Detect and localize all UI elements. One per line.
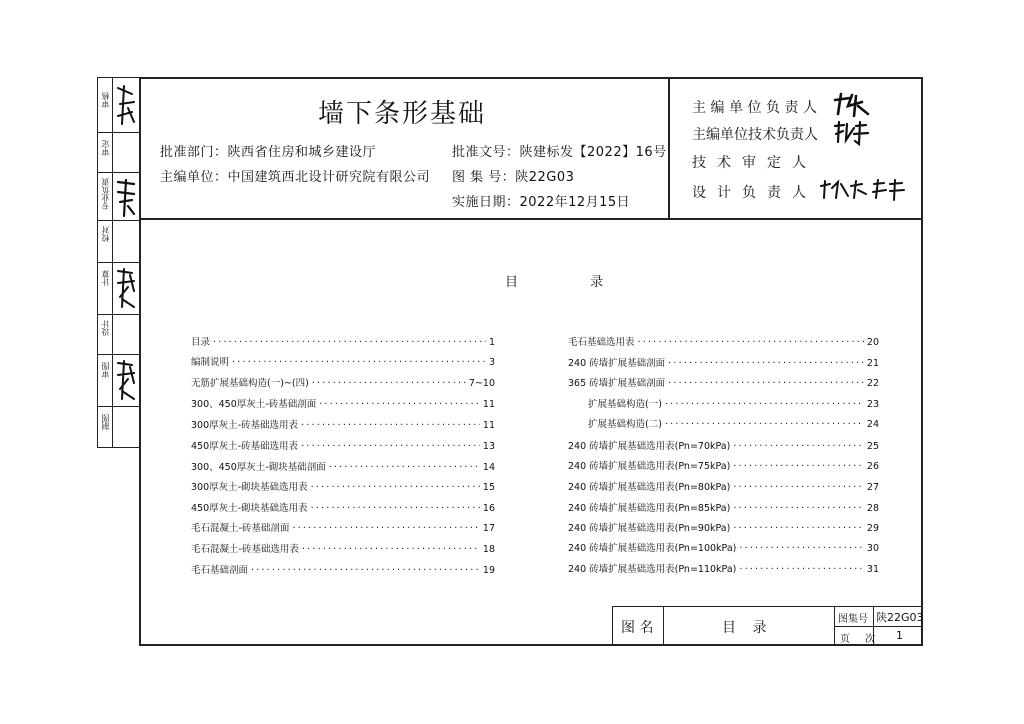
side-label-audit: 审核 [101,92,110,108]
title-block-top [612,606,923,607]
responsible-technical: 主编单位技术负责人 [692,127,818,143]
toc-entry[interactable]: 240 砖墙扩展基础剖面 ····· 21 [568,355,879,369]
toc-entry[interactable]: 240 砖墙扩展基础选用表(Pn=100kPa) ····· 30 [568,540,879,554]
atlas-no-label: 图集号 [838,614,868,625]
approval-doc: 批准文号：陕建标发【2022】16号 [452,145,667,160]
drawing-name-label: 图 名 [621,620,654,636]
toc-entry[interactable]: 毛石基础剖面 ····· 19 [191,562,495,576]
header-divider [139,218,923,220]
toc-entry[interactable]: 450厚灰土-砖基础选用表 ····· 13 [191,438,495,452]
toc-entry[interactable]: 300、450厚灰土-砌块基础剖面 ····· 14 [191,459,495,473]
side-signature-professional [114,178,138,218]
toc-entry[interactable]: 240 砖墙扩展基础选用表(Pn=75kPa) ····· 26 [568,458,879,472]
responsible-editor-unit: 主编单位负责人 [692,100,822,116]
title-block-div1 [663,606,664,646]
toc-entry[interactable]: 365 砖墙扩展基础剖面 ····· 22 [568,375,879,389]
side-label-design: 设计 [101,320,110,336]
drawing-name-value: 目 录 [722,620,773,636]
toc-entry[interactable]: 毛石混凝土-砖基础选用表 ····· 18 [191,541,495,555]
title-block-mid [834,626,923,627]
atlas-number: 图 集 号：陕22G03 [452,170,575,185]
side-label-professional: 专业负责 [101,178,110,210]
responsible-review: 技术审定人 [692,155,817,171]
toc-entry[interactable]: 编制说明 ····· 3 [191,354,495,368]
page-no-label: 页 次 [840,634,882,645]
side-label-drawing-review: 审图 [101,362,110,378]
approval-dept: 批准部门：陕西省住房和城乡建设厅 [160,145,377,160]
toc-entry[interactable]: 300、450厚灰土-砖基础剖面 ····· 11 [191,396,495,410]
toc-entry[interactable]: 240 砖墙扩展基础选用表(Pn=90kPa) ····· 29 [568,520,879,534]
header-vertical-divider [668,77,670,218]
toc-entry[interactable]: 目录 ····· 1 [191,334,495,348]
toc-entry[interactable]: 240 砖墙扩展基础选用表(Pn=70kPa) ····· 25 [568,438,879,452]
side-label-approve: 审定 [101,140,110,156]
toc-entry[interactable]: 300厚灰土-砌块基础选用表 ····· 15 [191,479,495,493]
side-label-proofread: 校对 [101,226,110,242]
toc-entry[interactable]: 240 砖墙扩展基础选用表(Pn=80kPa) ····· 27 [568,479,879,493]
responsible-design: 设计负责人 [692,185,817,201]
title-block-left [612,606,613,646]
effective-date: 实施日期：2022年12月15日 [452,195,631,210]
toc-entry[interactable]: 240 砖墙扩展基础选用表(Pn=110kPa) ····· 31 [568,561,879,575]
signature-design [818,178,908,202]
page-no-value: 1 [896,629,903,642]
toc-entry[interactable]: 240 砖墙扩展基础选用表(Pn=85kPa) ····· 28 [568,500,879,514]
toc-entry[interactable]: 450厚灰土-砌块基础选用表 ····· 16 [191,500,495,514]
toc-entry[interactable]: 300厚灰土-砖基础选用表 ····· 11 [191,417,495,431]
toc-entry[interactable]: 无筋扩展基础构造(一)~(四) ····· 7~10 [191,375,495,389]
side-signature-audit [114,84,138,128]
toc-entry[interactable]: 毛石混凝土-砖基础剖面 ····· 17 [191,520,495,534]
side-signature-calc [114,267,138,311]
page-title: 墙下条形基础 [318,99,487,129]
toc-entry[interactable]: 毛石基础选用表 ····· 20 [568,334,879,348]
signature-technical [832,120,872,146]
side-label-drafting: 制图 [101,414,110,430]
atlas-no-value: 陕22G03 [876,611,924,624]
signature-editor-unit [832,92,872,118]
editor-unit: 主编单位：中国建筑西北设计研究院有限公司 [160,170,431,185]
side-signature-drawing-review [114,359,138,403]
toc-entry[interactable]: 扩展基础构造(二) ····· 24 [588,416,879,430]
side-label-calc: 计算 [101,270,110,286]
toc-entry[interactable]: 扩展基础构造(一) ····· 23 [588,396,879,410]
toc-heading: 目 录 [505,275,638,290]
